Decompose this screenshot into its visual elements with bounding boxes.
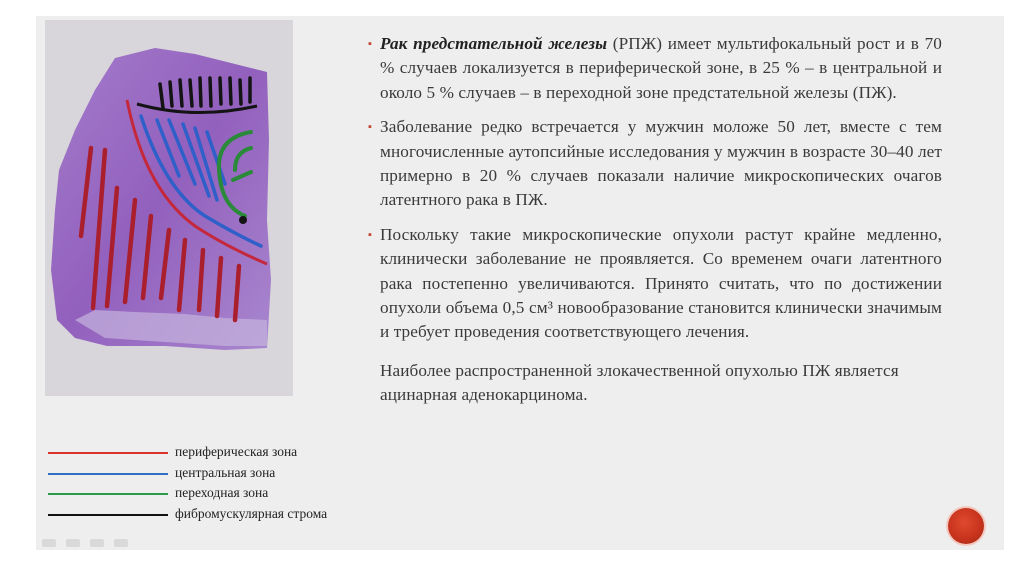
legend-swatch-red	[48, 452, 168, 454]
legend-item-peripheral	[48, 446, 378, 467]
paragraph-3	[380, 223, 942, 345]
nav-forward-icon[interactable]	[114, 539, 128, 547]
paragraph-4	[380, 359, 942, 408]
legend-label: центральная зона	[175, 464, 276, 480]
stroma-dot	[239, 216, 247, 224]
paragraph-text: Поскольку такие микроскопические опухоли растут крайне медленно, клинически заболевание не проявляется. Со временем очаги латентного рака постепенно увеличиваются. Принято считать, что по достижении опухоли объема 0,5 см³ новообразование становится клинически значимым и требует проведения соответствующего лечения.	[380, 224, 942, 342]
nav-back-icon[interactable]	[42, 539, 56, 547]
slide-text-body	[380, 32, 942, 418]
legend-item-central	[48, 464, 378, 488]
legend-item-transition	[48, 487, 378, 508]
nav-pen-icon[interactable]	[66, 539, 80, 547]
paragraph-text: Наиболее распространенной злокачественной опухолью ПЖ является ацинарная аденокарцинома.	[380, 360, 899, 405]
legend-label: периферическая зона	[175, 444, 298, 459]
red-circle-badge-icon	[948, 508, 984, 544]
legend-swatch-green	[48, 493, 168, 495]
nav-menu-icon[interactable]	[90, 539, 104, 547]
paragraph-text: Заболевание редко встречается у мужчин моложе 50 лет, вместе с тем многочисленные аутопсийные исследования у мужчин в возрасте 30–40 лет примерно в 20 % случаев показали наличие микроскопических очагов латентного рака в ПЖ.	[380, 117, 942, 210]
legend-item-stroma	[48, 505, 378, 529]
zone-legend	[48, 446, 378, 528]
prostate-zones-diagram	[45, 20, 293, 396]
legend-label: переходная зона	[175, 485, 269, 500]
term-highlight: Рак предстательной железы	[380, 34, 608, 53]
slide-nav-controls[interactable]	[42, 534, 152, 546]
legend-label: фибромускулярная строма	[175, 505, 328, 521]
paragraph-text: (РПЖ) имеет мультифокальный рост и в 70 % случаев локализуется в периферической зоне, в 25 % – в центральной и около 5 % случаев – в переходной зоне предстательной железы (ПЖ).	[380, 34, 943, 102]
paragraph-1	[380, 32, 942, 105]
paragraph-2	[380, 115, 942, 213]
legend-swatch-blue	[48, 473, 168, 475]
legend-swatch-black	[48, 514, 168, 516]
prostate-histology-image	[45, 20, 293, 396]
